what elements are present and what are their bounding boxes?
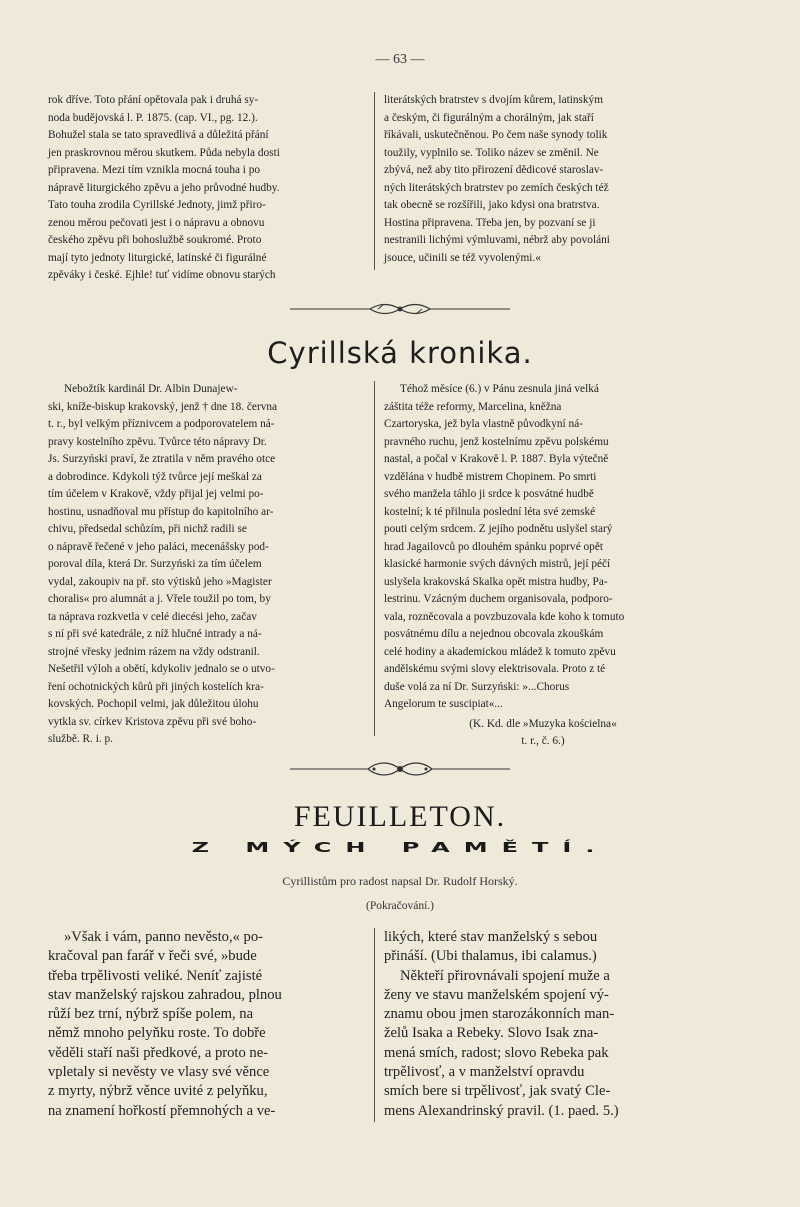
text-line: hrad Jagailovců po dlouhém spánku poprvé opět — [384, 540, 603, 553]
chronicle-signature: (K. Kd. dle »Muzyka kościelna« — [469, 717, 617, 730]
text-line: Nebožtík kardinál Dr. Albin Dunajew- — [64, 383, 238, 395]
text-line: smích bere si trpělivosť, jak svatý Cle- — [384, 1083, 611, 1100]
text-line: zbývá, než aby tito přirození dědicové staroslav- — [384, 164, 604, 176]
text-line: Téhož měsíce (6.) v Pánu zesnula jiná velká — [400, 383, 599, 395]
feuilleton-right-column — [384, 928, 704, 1121]
text-line: říkávali, uskutečněnou. Po čem naše synody tolik — [384, 129, 608, 141]
feuilleton-title: FEUILLETON. — [293, 800, 507, 833]
text-line: Tato touha zrodila Cyrillské Jednoty, jimž přiro- — [48, 199, 266, 211]
chronicle-right-column — [384, 381, 702, 751]
text-line: kračoval pan farář v řeči své, »bude — [48, 948, 257, 965]
text-line: ski, kníže-biskup krakovský, jenž † dne 18. června — [48, 400, 278, 413]
text-line: s ní při své katedrále, z níž hlučné intrady a ná- — [48, 628, 262, 640]
text-line: vpletaly si nevěsty ve vlasy své věnce — [48, 1064, 270, 1081]
page-number: — 63 — — [375, 52, 425, 67]
text-line: andělskému svými slovy elektrisovala. Proto z té — [384, 663, 606, 675]
text-line: chivu, předsedal schůzím, při nichž radili se — [48, 523, 247, 535]
text-line: kovských. Pochopil velmi, jak důležitou úlohu — [48, 698, 259, 710]
text-line: záštita téže reformy, Marcelina, kněžna — [384, 400, 562, 413]
text-line: a dobrodince. Kdykoli týž tvůrce její meškal za — [48, 470, 262, 483]
column-divider — [374, 928, 375, 1122]
feuilleton-left-column — [48, 928, 362, 1121]
text-line: Js. Surzyński praví, že ztratila v něm pravého otce — [48, 453, 276, 465]
text-line: vydal, zakoupiv na př. sto výtisků jeho »Magister — [48, 575, 272, 588]
text-line: vzdělána v hudbě mistrem Chopinem. Po smrti — [384, 470, 597, 483]
text-line: mají tyto jednoty liturgické, latinské či figurálné — [48, 251, 267, 264]
text-line: vala, rozněcovala a povzbuzovala kde koho k tomuto — [384, 610, 625, 623]
ornament-divider — [250, 300, 550, 318]
text-line: připravena. Mezi tím vznikla mocná touha i po — [48, 164, 261, 176]
text-line: o nápravě řečené v jeho paláci, mecenášsky pod- — [48, 540, 269, 553]
text-line: Bohužel stala se tato spravedlivá a důležitá přání — [48, 129, 269, 141]
text-line: znamu obou jmen starozákonních man- — [384, 1006, 615, 1023]
text-line: poroval díla, která Dr. Surzyński za tím účelem — [48, 558, 262, 570]
text-line: pouti celým srdcem. Z jejího podnětu uslyšel starý — [384, 523, 613, 535]
text-line: hostinu, usnadňoval mu přístup do kapitolního ar- — [48, 505, 274, 518]
text-line: trpělivosť, a v manželství opravdu — [384, 1064, 585, 1081]
text-line: třeba trpělivosti veliké. Neníť zajisté — [48, 967, 263, 984]
text-line: a českým, či figurálným a chorálným, jak staří — [384, 111, 594, 124]
text-line: svého manžela táhlo ji srdce k posvátné hudbě — [384, 488, 594, 500]
text-line: ta náprava rozkvetla v celé diecési jeho, začav — [48, 610, 257, 623]
column-divider — [374, 381, 375, 736]
text-line: duše volá za ní Dr. Surzyński: »...Chorus — [384, 680, 570, 693]
text-line: toužily, vyplnilo se. Toliko název se změnil. Ne — [384, 146, 599, 159]
text-line: literátských bratrstev s dvojím kůrem, latinským — [384, 94, 603, 106]
chronicle-left-column — [48, 381, 362, 749]
text-line: kostelní; k té přilnula poslední léta své zemské — [384, 505, 596, 518]
text-line: pravy kostelního zpěvu. Tvůrce této nápravy Dr. — [48, 435, 267, 448]
text-line: ných literátských bratrstev po zemích českých též — [384, 181, 609, 194]
text-line: nestranili lichými výmluvami, nébrž aby povoláni — [384, 234, 610, 246]
chronicle-signature: t. r., č. 6.) — [521, 735, 565, 747]
text-line: posvátnému dílu a nejednou obcovala zkouškám — [384, 628, 604, 640]
feuilleton-subtitle: Z MÝCH PAMĚTÍ. — [191, 840, 609, 856]
continued-note: (Pokračování.) — [365, 900, 435, 912]
text-line: ženy ve stavu manželském spojení vý- — [384, 986, 609, 1003]
text-line: t. r., byl velkým příznivcem a podporovatelem ná- — [48, 418, 275, 430]
text-line: Hostina připravena. Třeba jen, by pozvaní se ji — [384, 216, 596, 229]
text-line: věděli staří naši předkové, a proto ne- — [48, 1044, 269, 1061]
text-line: likých, které stav manželský s sebou — [384, 929, 598, 945]
text-line: lestrinu. Vzácným duchem organisovala, podporo- — [384, 593, 613, 605]
text-line: Angelorum te suscipiat«... — [384, 698, 503, 710]
text-line: Czartoryska, jež byla vlastně původkyní ná- — [384, 418, 583, 430]
top-right-column — [384, 92, 702, 267]
text-line: na znamení hořkostí přemnohých a ve- — [48, 1102, 276, 1119]
text-line: choralis« pro alumnát a j. Vřele toužil po tom, by — [48, 593, 271, 605]
feuilleton-byline: Cyrillistům pro radost napsal Dr. Rudolf Horský. — [282, 874, 518, 888]
text-line: mená smích, radost; slovo Rebeka pak — [384, 1044, 609, 1061]
text-line: tím účelem v Krakově, vždy přijal jej velmi po- — [48, 488, 264, 500]
text-line: zpěváky i české. Ejhle! tuť vidíme obnovu starých — [48, 269, 276, 281]
text-line: celé hodiny a akademickou mládež k tomuto zpěvu — [384, 645, 616, 658]
text-line: vytkla sv. církev Kristova zpěvu při své boho- — [48, 715, 257, 728]
column-divider — [374, 92, 375, 270]
text-line: službě. R. i. p. — [48, 733, 113, 745]
text-line: noda budějovská l. P. 1875. (cap. VI., pg. 12.). — [48, 111, 258, 124]
text-line: z myrty, nýbrž věnce uvité z pelyňku, — [48, 1083, 268, 1100]
text-line: ření ochotnických kůrů při jiných kostelích kra- — [48, 680, 264, 693]
text-line: jsouce, učinili se též vyvolenými.« — [384, 251, 541, 264]
text-line: nastal, a počal v Krakově l. P. 1887. Byla výtečně — [384, 453, 609, 465]
text-line: klasické harmonie svých dávných mistrů, její péčí — [384, 558, 611, 570]
text-line: tak obecně se rozšířili, jako kdysi ona bratrstva. — [384, 199, 600, 211]
top-left-column — [48, 92, 362, 285]
text-line: stav manželský rajskou zahradou, plnou — [48, 986, 282, 1003]
text-line: zenou měrou pečovati jest i o nápravu a obnovu — [48, 216, 265, 229]
text-line: mens Alexandrinský pravil. (1. paed. 5.) — [384, 1102, 619, 1119]
text-line: rok dříve. Toto přání opětovala pak i druhá sy- — [48, 94, 259, 106]
text-line: uslyšela krakovská Skalka opět mistra hudby, Pa- — [384, 575, 608, 588]
text-line: českého zpěvu při bohoslužbě soukromé. Proto — [48, 234, 262, 246]
text-line: jen praskrovnou měrou skutkem. Půda nebyla dosti — [48, 146, 280, 159]
ornament-divider — [250, 760, 550, 778]
text-line: »Však i vám, panno nevěsto,« po- — [64, 929, 264, 945]
text-line: pravného ruchu, jenž kostelnímu zpěvu polskému — [384, 435, 609, 448]
chronicle-title: Cyrillská kronika. — [267, 336, 533, 370]
text-line: Někteří přirovnávali spojení muže a — [400, 967, 610, 984]
text-line: želů Isaka a Rebeky. Slovo Isak zna- — [384, 1025, 599, 1042]
text-line: přináší. (Ubi thalamus, ibi calamus.) — [384, 948, 597, 965]
text-line: nápravě liturgického zpěvu a jeho průvodné hudby. — [48, 181, 280, 194]
text-line: Nešetřil výloh a obětí, kdykoliv jednalo se o utvo- — [48, 663, 275, 675]
text-line: němž mnoho pelyňku roste. To dobře — [48, 1025, 266, 1042]
text-line: růží bez trní, nýbrž spíše polem, na — [48, 1006, 254, 1023]
text-line: strojné vřesky jednim rázem na vždy odstranil. — [48, 645, 260, 658]
